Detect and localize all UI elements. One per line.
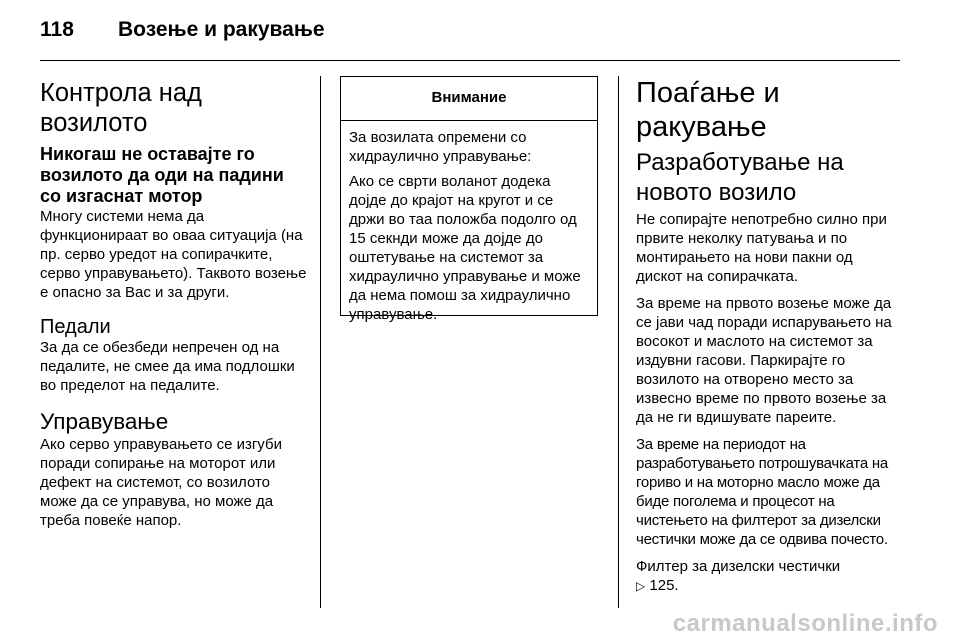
column-divider-left	[320, 76, 321, 608]
subsection-heading: Управување	[40, 409, 169, 434]
page-number: 118	[40, 18, 74, 41]
warning-box	[340, 76, 598, 323]
body-paragraph: За време на првото возење може да се јави чад поради испарувањето на восокот и маслото на системот за издувни гасови. Паркирајте го возилото на отворено место за извесно време по првото возење за да не ги вдишувате пареите.	[636, 295, 892, 426]
cross-reference-link[interactable]	[636, 576, 902, 596]
section-title: Контрола над возилото	[40, 79, 202, 137]
warning-paragraph: За возилата опремени со хидраулично управување:	[349, 129, 532, 165]
subsection-heading: Разработување на новото возило	[636, 149, 844, 206]
cross-reference	[636, 557, 902, 596]
right-column	[636, 76, 902, 596]
warning-paragraph: Ако се сврти воланот додека дојде до крајот на кругот и се држи во таа положба подолго од 15 секнди може да дојде до оштетување на системот за хидраулично управување и може да нема помош за хидраулично управување.	[349, 173, 581, 323]
watermark: carmanualsonline.info	[672, 610, 938, 637]
subsection-body: За да се обезбеди непречен од на педалите, не смее да има подлошки во пределот на педалите.	[40, 339, 295, 394]
section-title: Поаѓање и ракување	[636, 77, 780, 143]
warning-title: Внимание	[341, 77, 597, 121]
header-rule	[40, 60, 900, 61]
subsection-pedals	[40, 316, 308, 395]
left-column	[40, 78, 308, 544]
chapter-title: Возење и ракување	[118, 18, 325, 41]
cross-reference-page: 125.	[649, 577, 679, 594]
warning-body	[341, 121, 597, 324]
body-paragraph: За време на периодот на разработувањето потрошувачката на гориво и на моторно масло може да биде поголема и процесот на чистењето на филтерот за дизелски честички може да се одвива почесто.	[636, 436, 888, 548]
subsection-body: Многу системи нема да функционираат во оваа ситуација (на пр. серво уредот на сопирачките, серво управувањето). Таквото возење е опасно за Вас и за други.	[40, 208, 307, 301]
subsection-heading: Педали	[40, 316, 111, 338]
body-paragraph: Не сопирајте непотребно силно при првите неколку патувања и по монтирањето на нови пакни од дискот на сопирачката.	[636, 211, 887, 285]
arrow-triangle-icon: ▷	[636, 579, 646, 593]
subsection-engine-off	[40, 144, 308, 302]
column-divider-right	[618, 76, 619, 608]
subsection-body: Ако серво управувањето се изгуби поради сопирање на моторот или дефект на системот, со возилото може да се управува, но може да треба повеќе напор.	[40, 436, 282, 529]
cross-reference-label: Филтер за дизелски честички	[636, 558, 841, 575]
subsection-heading: Никогаш не оставајте го возилото да оди на падини со изгаснат мотор	[40, 144, 284, 206]
subsection-steering	[40, 409, 308, 530]
